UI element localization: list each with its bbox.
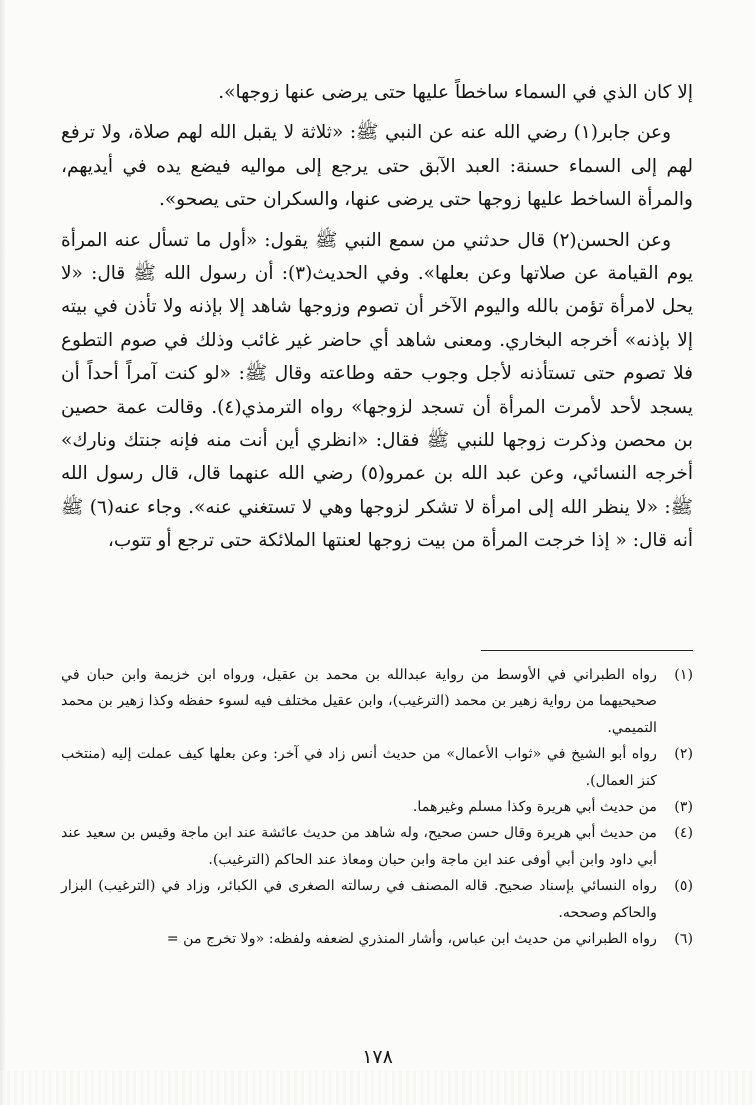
footnote — [61, 741, 693, 794]
footnote-number: (٥) — [674, 878, 693, 895]
footnote — [61, 820, 693, 873]
footnote-text: من حديث أبي هريرة وكذا مسلم وغيرهما. — [412, 799, 657, 816]
footnote-text: من حديث أبي هريرة وقال حسن صحيح، وله شاهد من حديث عائشة عند ابن ماجة وقيس بن سعيد عند أبي داود وابن أبي أوفى عند ابن ماجة وابن حبان ومعاذ عند الحاكم (الترغيب). — [61, 825, 657, 868]
footnotes — [61, 662, 693, 952]
page-number: ١٧٨ — [362, 1046, 393, 1068]
footnote-number: (٢) — [674, 746, 693, 763]
main-text — [61, 76, 693, 558]
paragraph: وعن جابر(١) رضي الله عنه عن النبي ﷺ: «ثلاثة لا يقبل الله لهم صلاة، ولا ترفع لهم إلى السماء حسنة: العبد الآبق حتى يرجع إلى مواليه فيضع يده في أيديهم، والمرأة الساخط عليها زوجها حتى يرضى عنها، والسكران حتى يصحو». — [61, 122, 693, 211]
footnote-text: رواه أبو الشيخ في «ثواب الأعمال» من حديث أنس زاد في آخر: وعن بعلها كيف عملت إليه (منتخب كنز العمال). — [61, 746, 657, 789]
footnote-separator — [481, 650, 693, 651]
scan-edge-shadow — [0, 0, 6, 1105]
footnote — [61, 873, 693, 926]
footnote-text: رواه الطبراني من حديث ابن عباس، وأشار المنذري لضعفه ولفظه: «ولا تخرج من = — [166, 931, 657, 948]
footnote — [61, 926, 693, 952]
footnote-number: (٣) — [674, 799, 693, 816]
footnote-number: (١) — [674, 667, 693, 683]
footnote — [61, 662, 693, 741]
scan-artifact-strip — [0, 1071, 755, 1105]
footnote-text: رواه النسائي بإسناد صحيح. قاله المصنف في رسالته الصغرى في الكبائر، وزاد في (الترغيب) البزار والحاكم وصححه. — [61, 878, 657, 921]
paragraph: وعن الحسن(٢) قال حدثني من سمع النبي ﷺ يقول: «أول ما تسأل عنه المرأة يوم القيامة عن صلاتها وعن بعلها». وفي الحديث(٣): أن رسول الله ﷺ قال: «لا يحل لامرأة تؤمن بالله واليوم الآخر أن تصوم وزوجها شاهد إلا بإذنه ولا تأذن في بيته إلا بإذنه» أخرجه البخاري. ومعنى شاهد أي حاضر غير غائب وذلك في صوم التطوع فلا تصوم حتى تستأذنه لأجل وجوب حقه وطاعته وقال ﷺ: «لو كنت آمراً أحداً أن يسجد لأحد لأمرت المرأة أن تسجد لزوجها» رواه الترمذي(٤). وقالت عمة حصين بن محصن وذكرت زوجها للنبي ﷺ فقال: «انظري أين أنت منه فإنه جنتك ونارك» أخرجه النسائي، وعن عبد الله بن عمرو(٥) رضي الله عنهما قال، قال رسول الله ﷺ: «لا ينظر الله إلى امرأة لا تشكر لزوجها وهي لا تستغني عنه». وجاء عنه(٦) ﷺ أنه قال: « إذا خرجت المرأة من بيت زوجها لعنتها الملائكة حتى ترجع أو تتوب، — [61, 229, 693, 552]
footnote-number: (٤) — [674, 825, 693, 842]
footnote-number: (٦) — [674, 931, 693, 948]
paragraph: إلا كان الذي في السماء ساخطاً عليها حتى يرضى عنها زوجها». — [218, 82, 693, 103]
footnote-text: رواه الطبراني في الأوسط من رواية عبدالله بن محمد بن عقيل، ورواه ابن خزيمة وابن حبان في صحيحيهما من رواية زهير بن محمد (الترغيب)، وابن عقيل مختلف فيه لسوء حفظه وكذا زهير بن محمد التميمي. — [61, 667, 657, 736]
footnote — [61, 794, 693, 820]
